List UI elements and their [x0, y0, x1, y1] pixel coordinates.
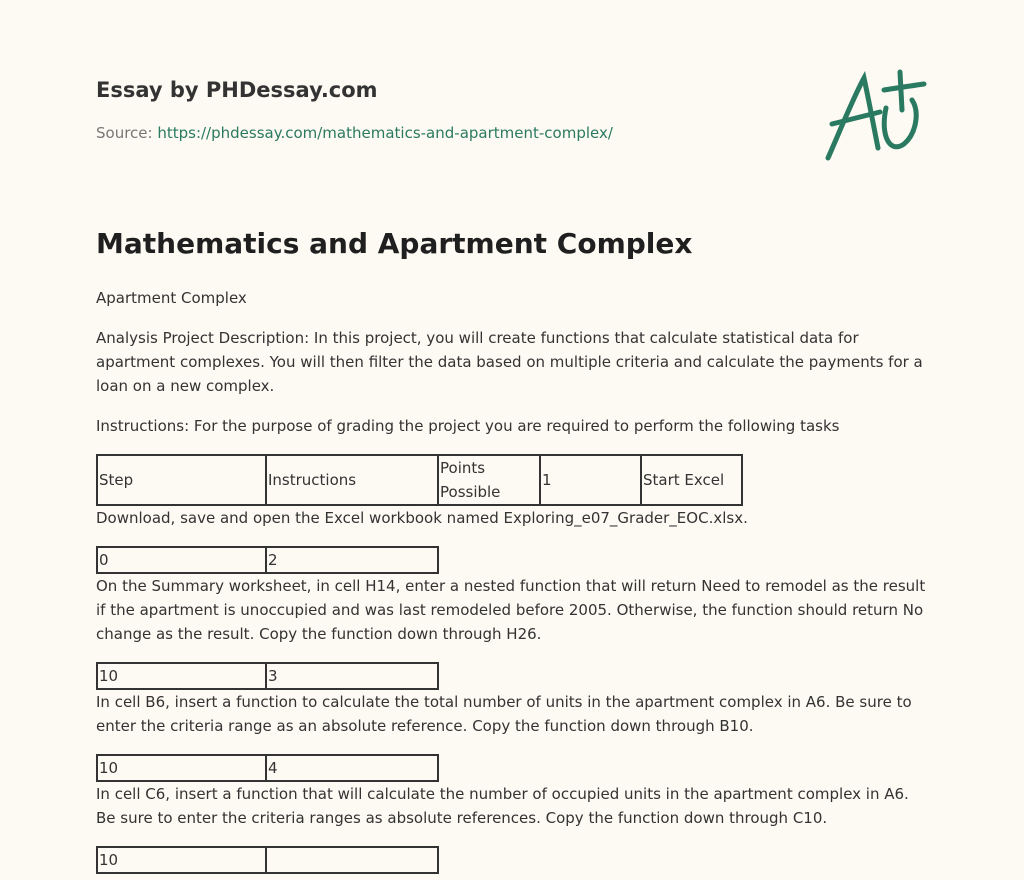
- table-row: [97, 455, 742, 505]
- table-cell: 3: [266, 663, 438, 689]
- table-cell: Instructions: [266, 455, 438, 505]
- table-cell: Step: [97, 455, 266, 505]
- step-paragraph: In cell C6, insert a function that will calculate the number of occupied units in the apartment complex in A6. Be sure to enter the criteria ranges as absolute references. Copy the function down through C10.: [96, 785, 909, 827]
- points-table: [96, 846, 439, 874]
- table-cell: 2: [266, 547, 438, 573]
- site-header: [96, 76, 378, 104]
- table-cell: 10: [97, 755, 266, 781]
- table-cell: 4: [266, 755, 438, 781]
- table-row: [97, 547, 438, 573]
- table-cell: 10: [97, 663, 266, 689]
- project-description: Analysis Project Description: In this project, you will create functions that calculate statistical data for apartment complexes. You will then filter the data based on multiple criteria and calculate the payments for a loan on a new complex.: [96, 329, 923, 395]
- page-title: Mathematics and Apartment Complex: [96, 227, 693, 260]
- table-cell: [266, 847, 438, 873]
- table-cell: Points Possible: [438, 455, 540, 505]
- instructions-intro: Instructions: For the purpose of grading the project you are required to perform the following tasks: [96, 417, 840, 435]
- steps-table-header: [96, 454, 743, 506]
- table-cell: 0: [97, 547, 266, 573]
- table-row: [97, 847, 438, 873]
- table-cell: Start Excel: [641, 455, 742, 505]
- article-body: [96, 286, 932, 874]
- table-cell: 1: [540, 455, 641, 505]
- table-row: [97, 663, 438, 689]
- points-table: [96, 662, 439, 690]
- source-line: [96, 124, 613, 142]
- source-label: Source:: [96, 124, 158, 142]
- article-subtitle: Apartment Complex: [96, 289, 247, 307]
- brand-title: Essay by PHDessay.com: [96, 78, 378, 102]
- step-paragraph: In cell B6, insert a function to calculate the total number of units in the apartment complex in A6. Be sure to enter the criteria range as an absolute reference. Copy the function down through B10.: [96, 693, 912, 735]
- points-table: [96, 754, 439, 782]
- table-cell: 10: [97, 847, 266, 873]
- a-plus-logo-icon: [820, 66, 930, 166]
- step-paragraph: Download, save and open the Excel workbook named Exploring_e07_Grader_EOC.xlsx.: [96, 509, 748, 527]
- step-paragraph: On the Summary worksheet, in cell H14, enter a nested function that will return Need to remodel as the result if the apartment is unoccupied and was last remodeled before 2005. Otherwise, the function should return No change as the result. Copy the function down through H26.: [96, 577, 926, 643]
- source-link[interactable]: https://phdessay.com/mathematics-and-apartment-complex/: [157, 124, 613, 142]
- table-row: [97, 755, 438, 781]
- points-table: [96, 546, 439, 574]
